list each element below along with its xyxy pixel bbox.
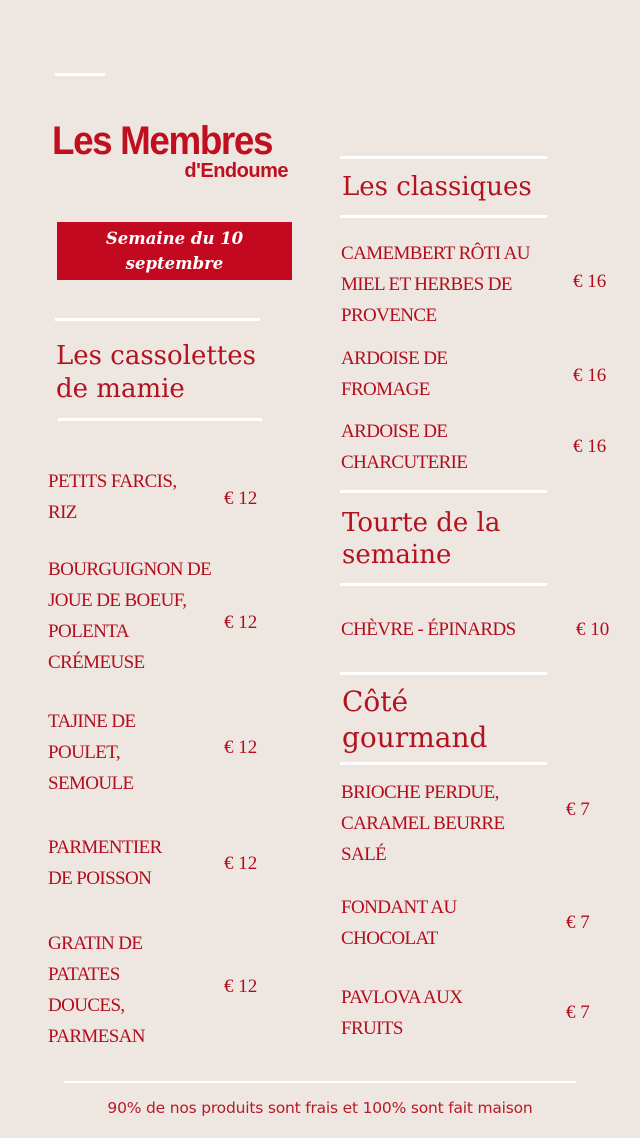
top-divider (55, 73, 105, 76)
item-name-line: FROMAGE (341, 379, 430, 400)
footer-divider (64, 1081, 576, 1083)
menu-item-pavlova (341, 982, 561, 1044)
item-price: € 7 (566, 912, 590, 933)
week-banner-line2: septembre (125, 254, 224, 273)
footer-note: 90% de nos produits sont frais et 100% sont fait maison (107, 1099, 533, 1117)
logo-subtitle: d'Endoume (184, 160, 288, 182)
item-name-line: CHOCOLAT (341, 928, 438, 949)
item-price: € 16 (573, 436, 607, 457)
menu-item-fondant (341, 892, 561, 954)
cassolettes-title (56, 340, 296, 406)
cassolettes-top-divider (55, 318, 260, 321)
item-name-line: TAJINE DE (48, 711, 136, 732)
item-name-line: PETITS FARCIS, (48, 471, 177, 492)
item-name-line: SEMOULE (48, 773, 134, 794)
item-name-line: POULET, (48, 742, 120, 763)
gourmand-title (342, 684, 582, 756)
item-price: € 10 (576, 619, 610, 640)
tourte-title (342, 507, 582, 571)
gourmand-title-line1: Côté (342, 685, 409, 718)
item-price: € 16 (573, 365, 607, 386)
item-name-line: DE POISSON (48, 868, 152, 889)
menu-item-camembert (341, 238, 571, 331)
item-name-line: ARDOISE DE (341, 348, 448, 369)
tourte-bottom-divider (340, 583, 547, 586)
week-banner (57, 222, 292, 280)
item-name-line: CARAMEL BEURRE (341, 813, 505, 834)
item-price: € 12 (224, 853, 258, 874)
item-name-line: GRATIN DE (48, 933, 143, 954)
cassolettes-title-line1: Les cassolettes (56, 341, 256, 371)
cassolettes-bottom-divider (58, 418, 262, 421)
item-price: € 12 (224, 488, 258, 509)
item-name-line: POLENTA (48, 621, 129, 642)
item-name-line: CAMEMBERT RÔTI AU (341, 243, 530, 264)
cassolettes-title-line2: de mamie (56, 374, 185, 404)
item-price: € 7 (566, 1002, 590, 1023)
item-name-line: PARMENTIER (48, 837, 162, 858)
item-name-line: FONDANT AU (341, 897, 457, 918)
menu-item-brioche (341, 777, 561, 870)
menu-item-chevre-epinards (341, 614, 571, 645)
item-name-line: PROVENCE (341, 305, 437, 326)
item-name-line: PATATES (48, 964, 120, 985)
item-price: € 12 (224, 737, 258, 758)
tourte-title-line1: Tourte de la (342, 508, 501, 538)
gourmand-top-divider (340, 672, 547, 675)
item-name-line: RIZ (48, 502, 77, 523)
item-name-line: PARMESAN (48, 1026, 145, 1047)
item-name-line: DOUCES, (48, 995, 125, 1016)
menu-item-ardoise-charcuterie (341, 416, 571, 478)
item-name-line: CHÈVRE - ÉPINARDS (341, 619, 516, 640)
item-name-line: BRIOCHE PERDUE, (341, 782, 499, 803)
item-name-line: MIEL ET HERBES DE (341, 274, 512, 295)
item-name-line: BOURGUIGNON DE (48, 559, 212, 580)
menu-item-ardoise-fromage (341, 343, 571, 405)
gourmand-title-line2: gourmand (342, 721, 488, 754)
item-name-line: JOUE DE BOEUF, (48, 590, 187, 611)
tourte-top-divider (340, 490, 547, 493)
item-name-line: ARDOISE DE (341, 421, 448, 442)
classiques-top-divider (340, 156, 547, 159)
item-name-line: CHARCUTERIE (341, 452, 468, 473)
item-name-line: PAVLOVA AUX (341, 987, 463, 1008)
item-name-line: CRÉMEUSE (48, 652, 145, 673)
logo-title: Les Membres (52, 119, 273, 163)
week-banner-line1: Semaine du 10 (105, 229, 244, 248)
gourmand-bottom-divider (340, 762, 547, 765)
classiques-title: Les classiques (342, 172, 532, 202)
item-price: € 16 (573, 271, 607, 292)
item-name-line: FRUITS (341, 1018, 403, 1039)
item-price: € 12 (224, 612, 258, 633)
item-price: € 12 (224, 976, 258, 997)
classiques-bottom-divider (340, 215, 547, 218)
item-name-line: SALÉ (341, 844, 387, 865)
tourte-title-line2: semaine (342, 540, 452, 570)
item-price: € 7 (566, 799, 590, 820)
